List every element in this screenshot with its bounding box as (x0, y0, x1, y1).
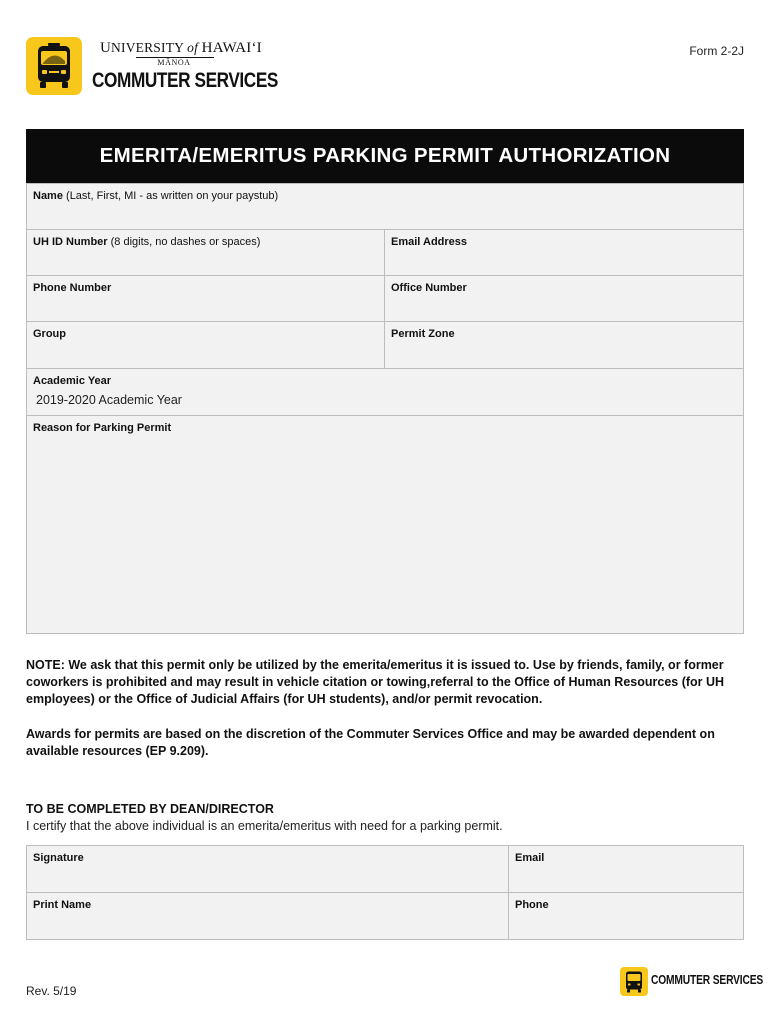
dean-heading: TO BE COMPLETED BY DEAN/DIRECTOR (26, 802, 274, 816)
bus-icon (26, 37, 82, 95)
department-title: COMMUTER SERVICES (92, 69, 278, 92)
academic-year-field[interactable] (26, 368, 744, 416)
revision-label: Rev. 5/19 (26, 984, 77, 998)
reason-field[interactable] (26, 415, 744, 634)
bus-icon (620, 967, 648, 996)
print-name-field[interactable] (26, 892, 509, 940)
awards-note: Awards for permits are based on the discretion of the Commuter Services Office and may be awarded dependent on available resources (EP 9.209). (26, 727, 715, 758)
signature-label: Signature (33, 852, 84, 864)
university-name: UNIVERSITY of HAWAI‘I (100, 40, 262, 56)
dean-phone-label: Phone (515, 899, 549, 911)
dean-email-field[interactable] (508, 845, 744, 893)
footer-logo (620, 967, 648, 996)
footer-department: COMMUTER SERVICES (651, 973, 764, 987)
phone-number-field[interactable] (26, 275, 385, 322)
commuter-services-logo (26, 37, 82, 95)
name-field[interactable] (26, 183, 744, 230)
phone-number-label: Phone Number (33, 282, 112, 294)
group-field[interactable] (26, 321, 385, 369)
office-number-label: Office Number (391, 282, 467, 294)
permit-zone-label: Permit Zone (391, 328, 455, 340)
dean-certification: I certify that the above individual is an emerita/emeritus with need for a parking permit. (26, 819, 503, 833)
uh-id-label: UH ID Number (8 digits, no dashes or spaces) (33, 236, 261, 248)
print-name-label: Print Name (33, 899, 92, 911)
form-title: EMERITA/EMERITUS PARKING PERMIT AUTHORIZATION (26, 129, 744, 183)
academic-year-value: 2019-2020 Academic Year (36, 393, 182, 407)
name-label: Name (Last, First, MI - as written on your paystub) (33, 190, 279, 202)
dean-phone-field[interactable] (508, 892, 744, 940)
reason-label: Reason for Parking Permit (33, 422, 172, 434)
office-number-field[interactable] (384, 275, 744, 322)
signature-field[interactable] (26, 845, 509, 893)
group-label: Group (33, 328, 66, 340)
dean-email-label: Email (515, 852, 545, 864)
uh-id-field[interactable] (26, 229, 385, 276)
form-number: Form 2-2J (689, 44, 744, 58)
campus-name: MĀNOA (157, 58, 191, 67)
permit-zone-field[interactable] (384, 321, 744, 369)
email-address-label: Email Address (391, 236, 468, 248)
usage-note: NOTE: We ask that this permit only be utilized by the emerita/emeritus it is issued to. Use by friends, family, or former coworkers is prohibited and may result in vehicle citation or towing,referral to the Office of Human Resources (for UH employees) or the Office of Judicial Affairs (for UH students), and/or permit revocation. (26, 658, 725, 706)
email-address-field[interactable] (384, 229, 744, 276)
academic-year-label: Academic Year (33, 375, 112, 387)
